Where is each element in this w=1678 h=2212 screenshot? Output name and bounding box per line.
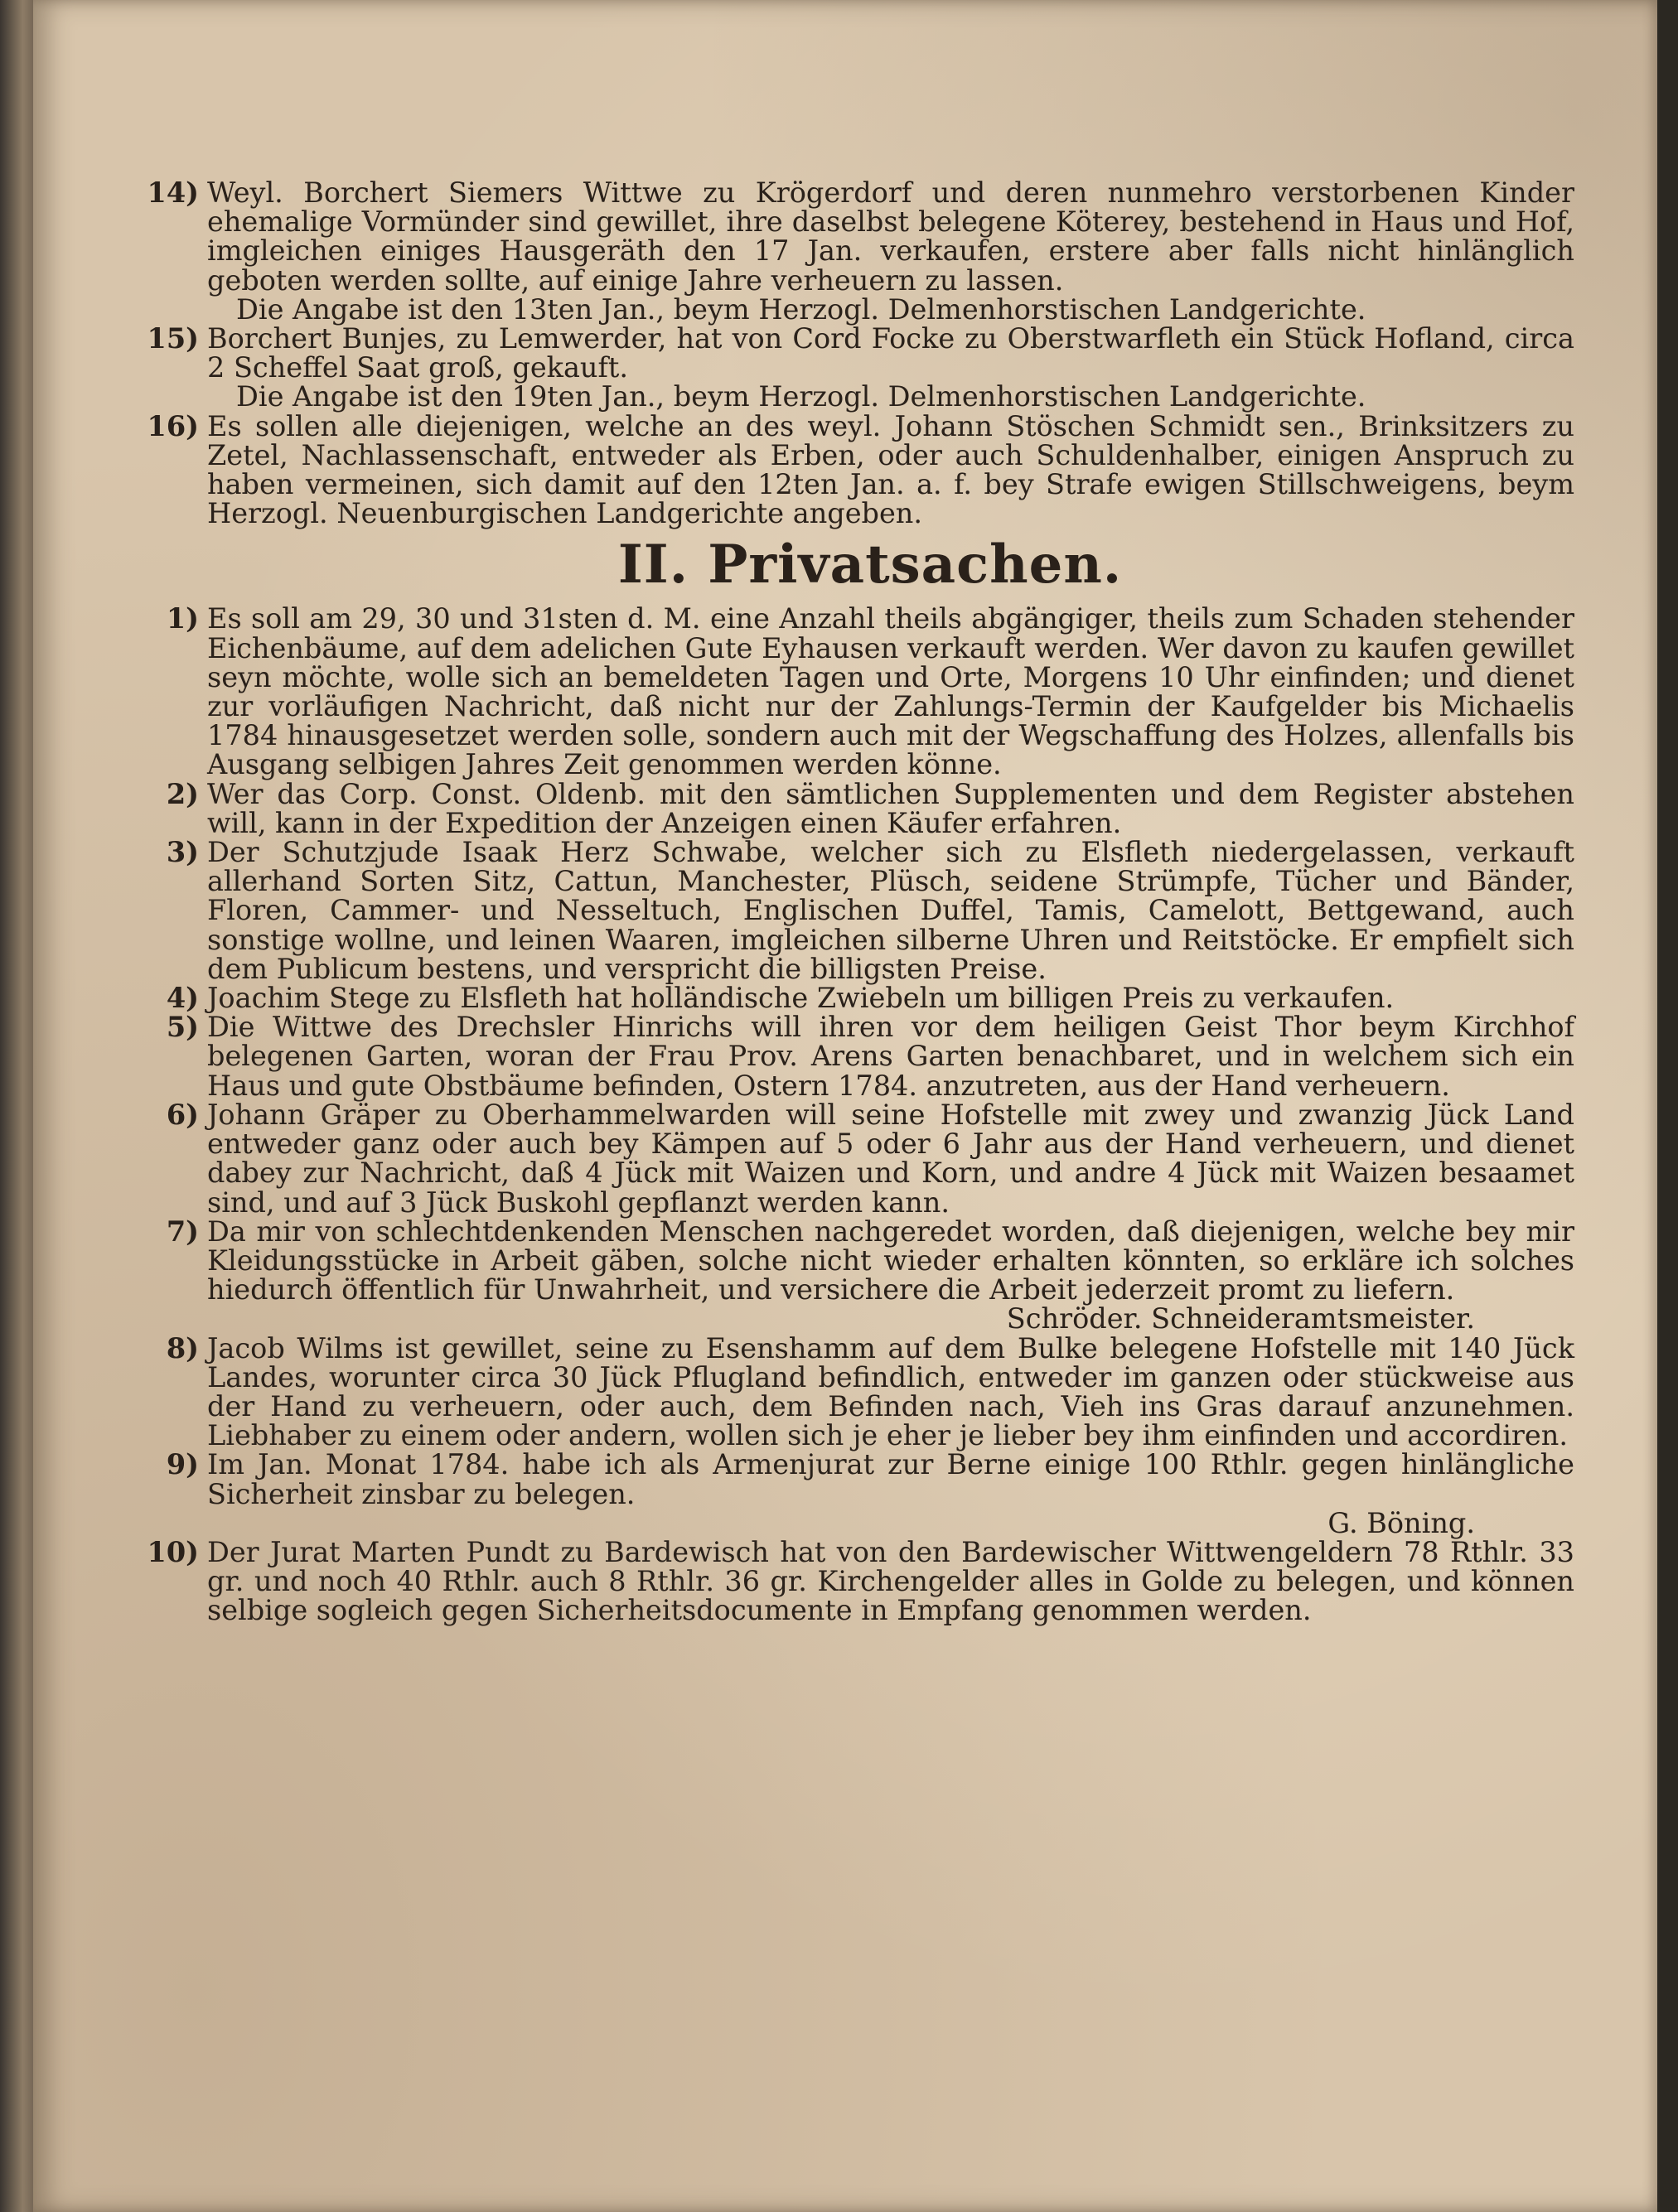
notice-number: 15) [147,322,199,355]
private-notice-6 [166,1100,1574,1217]
notice-number: 9) [166,1448,199,1481]
notice-number: 3) [166,836,199,869]
private-notice-5 [166,1012,1574,1100]
notice-number: 6) [166,1098,199,1131]
section-heading: II. Privatsachen. [617,534,1123,596]
notice-signature: G. Böning. [1327,1506,1475,1539]
notice-number: 5) [166,1011,199,1044]
private-notice-1 [166,604,1574,779]
notice-text: Im Jan. Monat 1784. habe ich als Armenjurat zur Berne einige 100 Rthlr. gegen hinlängliche Sicherheit zinsbar zu belegen. [207,1448,1574,1510]
notice-deadline: Die Angabe ist den 13ten Jan., beym Herzogl. Delmenhorstischen Landgerichte. [236,292,1366,326]
notice-15 [147,322,1574,413]
private-notice-3 [166,838,1574,983]
notice-number: 2) [166,777,199,810]
notice-text: Joachim Stege zu Elsfleth hat holländische Zwiebeln um billigen Preis zu verkaufen. [207,982,1395,1015]
private-notice-8 [166,1331,1574,1452]
notice-16 [147,409,1574,530]
notice-14 [147,176,1574,326]
notice-text: Borchert Bunjes, zu Lemwerder, hat von Cord Focke zu Oberstwarfleth ein Stück Hofland, circa 2 Scheffel Saat groß, gekauft. [207,322,1574,384]
notice-number: 1) [166,602,199,635]
document-page [33,0,1657,2212]
notice-text: Der Schutzjude Isaak Herz Schwabe, welcher sich zu Elsfleth niedergelassen, verkauft allerhand Sorten Sitz, Cattun, Manchester, Plüsch, seidene Strümpfe, Tücher und Bänder, Floren, Cammer- und Nesseltuch, Englischen Duffel, Tamis, Camelott, Bettgewand, auch sonstige wollne, und leinen Waaren, imgleichen silberne Uhren und Reitstöcke. Er empfielt sich dem Publicum bestens, und verspricht die billigsten Preise. [207,836,1574,985]
private-notice-4 [166,982,1574,1015]
notice-number: 16) [147,409,199,442]
private-notice-7 [166,1217,1574,1334]
notice-text: Weyl. Borchert Siemers Wittwe zu Krögerdorf und deren nunmehro verstorbenen Kinder ehemalige Vormünder sind gewillet, ihre daselbst belegene Köterey, bestehend in Haus und Hof, imgleichen einiges Hausgeräth den 17 Jan. verkaufen, erstere aber falls nicht hinlänglich geboten werden sollte, auf einige Jahre verheuern zu lassen. [207,176,1574,297]
notice-text: Es sollen alle diejenigen, welche an des weyl. Johann Stöschen Schmidt sen., Brinksitzers zu Zetel, Nachlassenschaft, entweder als Erben, oder auch Schuldenhalber, einigen Anspruch zu haben vermeinen, sich damit auf den 12ten Jan. a. f. bey Strafe ewigen Stillschweigens, beym Herzogl. Neuenburgischen Landgerichte angeben. [207,409,1574,530]
private-notice-2 [166,777,1574,839]
notice-text: Johann Gräper zu Oberhammelwarden will seine Hofstelle mit zwey und zwanzig Jück Land entweder ganz oder auch bey Kämpen auf 5 oder 6 Jahr aus der Hand verheuern, und dienet dabey zur Nachricht, daß 4 Jück mit Waizen und Korn, und andre 4 Jück mit Waizen besaamet sind, und auf 3 Jück Buskohl gepflanzt werden kann. [207,1098,1574,1219]
private-notice-10 [147,1535,1574,1627]
notice-number: 14) [147,176,199,209]
notice-text: Wer das Corp. Const. Oldenb. mit den sämtlichen Supplementen und dem Register abstehen will, kann in der Expedition der Anzeigen einen Käufer erfahren. [207,777,1574,839]
notice-number: 10) [147,1535,199,1568]
notice-number: 8) [166,1331,199,1364]
notice-number: 7) [166,1215,199,1248]
notice-text: Der Jurat Marten Pundt zu Bardewisch hat von den Bardewischer Wittwengeldern 78 Rthlr. 33 gr. und noch 40 Rthlr. auch 8 Rthlr. 36 gr. Kirchengelder alles in Golde zu belegen, und können selbige sogleich gegen Sicherheitsdocumente in Empfang genommen werden. [207,1535,1574,1627]
notice-text: Es soll am 29, 30 und 31sten d. M. eine Anzahl theils abgängiger, theils zum Schaden stehender Eichenbäume, auf dem adelichen Gute Eyhausen verkauft werden. Wer davon zu kaufen gewillet seyn möchte, wolle sich an bemeldeten Tagen und Orte, Morgens 10 Uhr einfinden; und dienet zur vorläufigen Nachricht, daß nicht nur der Zahlungs-Termin der Kaufgelder bis Michaelis 1784 hinausgesetzet werden solle, sondern auch mit der Wegschaffung des Holzes, allenfalls bis Ausgang selbigen Jahres Zeit genommen werden könne. [207,602,1574,781]
notice-text: Jacob Wilms ist gewillet, seine zu Esenshamm auf dem Bulke belegene Hofstelle mit 140 Jück Landes, worunter circa 30 Jück Pflugland befindlich, entweder im ganzen oder stückweise aus der Hand zu verheuern, oder auch, dem Befinden nach, Vieh ins Gras darauf anzunehmen. Liebhaber zu einem oder andern, wollen sich je eher je lieber bey ihm einfinden und accordiren. [207,1331,1574,1452]
notice-deadline: Die Angabe ist den 19ten Jan., beym Herzogl. Delmenhorstischen Landgerichte. [236,380,1366,413]
notice-signature: Schröder. Schneideramtsmeister. [1006,1302,1475,1335]
notice-text: Die Wittwe des Drechsler Hinrichs will ihren vor dem heiligen Geist Thor beym Kirchhof belegenen Garten, woran der Frau Prov. Arens Garten benachbaret, und in welchem sich ein Haus und gute Obstbäume befinden, Ostern 1784. anzutreten, aus der Hand verheuern. [207,1011,1574,1102]
notice-text: Da mir von schlechtdenkenden Menschen nachgeredet worden, daß diejenigen, welche bey mir Kleidungsstücke in Arbeit gäben, solche nicht wieder erhalten könnten, so erkläre ich solches hiedurch öffentlich für Unwahrheit, und versichere die Arbeit jederzeit promt zu liefern. [207,1215,1574,1306]
page-content [147,176,1574,1627]
notice-number: 4) [166,982,199,1015]
private-notice-9 [166,1450,1574,1538]
